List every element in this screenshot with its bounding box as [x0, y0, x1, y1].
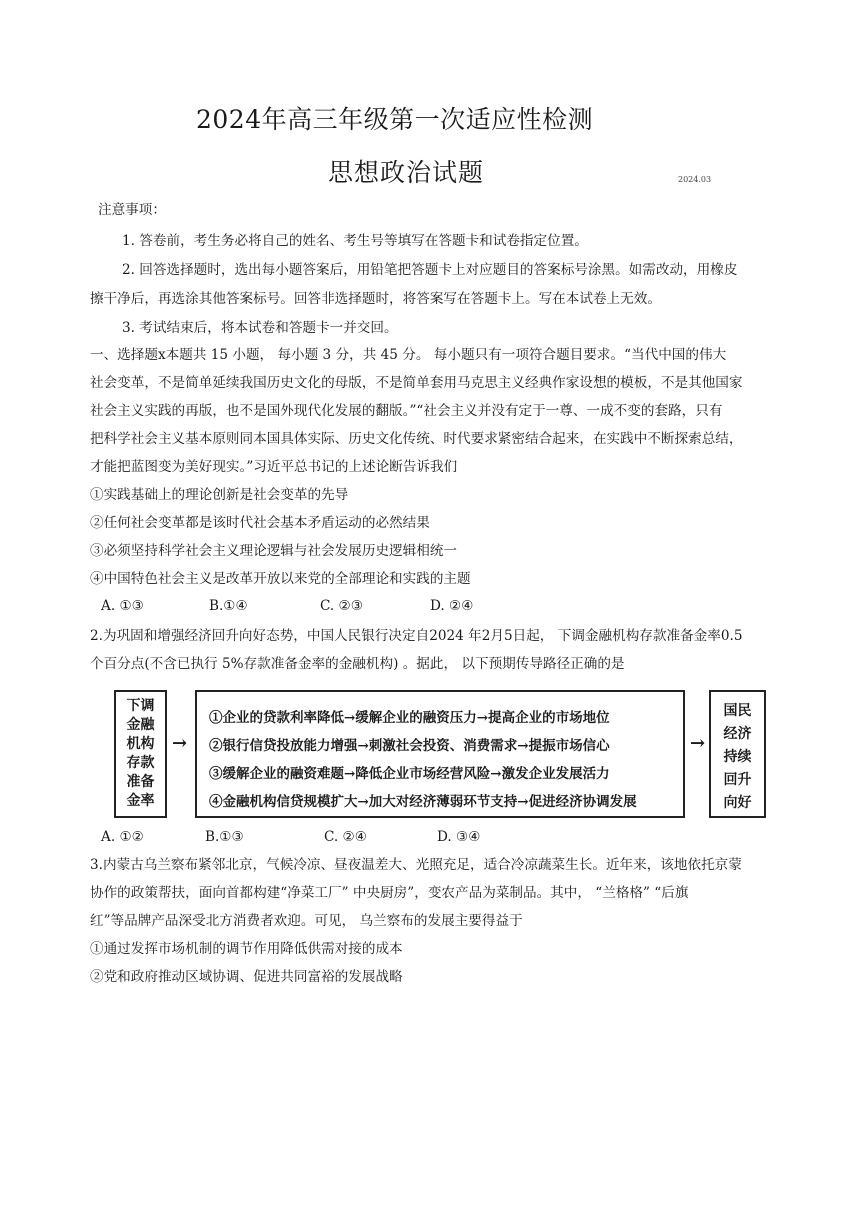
diagram-middle-box: [195, 690, 685, 818]
q1-option-b: B.①④: [209, 598, 248, 614]
q2-option-b: B.①③: [205, 829, 244, 845]
q1-line-2: 社会变革，不是简单延续我国历史文化的母版，不是简单套用马克思主义经典作家设想的模板，不是其他国家: [90, 375, 743, 391]
diagram-left-text-2: 金融: [126, 717, 155, 733]
q2-line-1: 2.为巩固和增强经济回升向好态势，中国人民银行决定自2024 年2月5日起， 下调金融机构存款准备金率0.5: [90, 628, 743, 644]
exam-title: 2024年高三年级第一次适应性检测: [196, 105, 594, 134]
diagram-left-text-1: 下调: [126, 698, 155, 714]
diagram-right-text-2: 经济: [723, 726, 752, 742]
diagram-right-box: [709, 690, 766, 818]
q1-option-a: A. ①③: [101, 598, 144, 614]
diagram-path-2: ②银行信贷投放能力增强→刺激社会投资、消费需求→提振市场信心: [209, 738, 610, 754]
q1-option-c: C. ②③: [320, 598, 363, 614]
q2-line-2: 个百分点(不含已执行 5%存款准备金率的金融机构) 。据此， 以下预期传导路径正确的是: [90, 656, 625, 672]
diagram-left-box: [114, 690, 167, 818]
q1-statement-4: ④中国特色社会主义是改革开放以来党的全部理论和实践的主题: [90, 571, 471, 587]
notice-item-1: 1. 答卷前，考生务必将自己的姓名、考生号等填写在答题卡和试卷指定位置。: [122, 233, 588, 249]
diagram-left-text-4: 存款: [126, 755, 155, 771]
q1-line-1: 一、选择题x本题共 15 小题， 每小题 3 分，共 45 分。 每小题只有一项符合题目要求。“当代中国的伟大: [90, 347, 727, 363]
arrow-right-icon: →: [690, 733, 706, 754]
notice-item-2-line-1: 2. 回答选择题时，选出每小题答案后，用铅笔把答题卡上对应题目的答案标号涂黑。如需改动，用橡皮: [122, 262, 738, 278]
diagram-path-3: ③缓解企业的融资难题→降低企业市场经营风险→激发企业发展活力: [209, 766, 610, 782]
diagram-left-text-3: 机构: [126, 736, 155, 752]
exam-subject: 思想政治试题: [328, 158, 485, 187]
q1-statement-3: ③必须坚持科学社会主义理论逻辑与社会发展历史逻辑相统一: [90, 543, 458, 559]
diagram-left-text-5: 准备: [126, 774, 155, 790]
q2-option-c: C. ②④: [324, 829, 367, 845]
notice-heading: 注意事项：: [98, 202, 166, 218]
q3-line-1: 3.内蒙古乌兰察布紧邻北京，气候冷凉、昼夜温差大、光照充足，适合冷凉蔬菜生长。近年来，该地依托京蒙: [90, 857, 742, 873]
diagram-path-4: ④金融机构信贷规模扩大→加大对经济薄弱环节支持→促进经济协调发展: [209, 794, 637, 810]
q1-statement-2: ②任何社会变革都是该时代社会基本矛盾运动的必然结果: [90, 515, 430, 531]
notice-item-3: 3. 考试结束后，将本试卷和答题卡一并交回。: [122, 320, 398, 336]
diagram-left-text-6: 金率: [126, 793, 155, 809]
q1-line-5: 才能把蓝图变为美好现实。”习近平总书记的上述论断告诉我们: [90, 459, 458, 475]
q1-line-3: 社会主义实践的再版，也不是国外现代化发展的翻版。”“社会主义并没有定于一尊、一成不变的套路，只有: [90, 403, 723, 419]
q3-statement-1: ①通过发挥市场机制的调节作用降低供需对接的成本: [90, 941, 403, 957]
q3-line-2: 协作的政策帮扶，面向首都构建“净菜工厂” 中央厨房”，变农产品为菜制品。其中， “兰格格” “后旗: [90, 885, 689, 901]
q2-option-a: A. ①②: [101, 829, 144, 845]
q1-line-4: 把科学社会主义基本原则同本国具体实际、历史文化传统、时代要求紧密结合起来，在实践中不断探索总结，: [90, 431, 743, 447]
diagram-right-text-1: 国民: [723, 703, 752, 719]
exam-date: 2024.03: [678, 175, 712, 184]
q3-statement-2: ②党和政府推动区域协调、促进共同富裕的发展战略: [90, 969, 403, 985]
q1-option-d: D. ②④: [430, 598, 474, 614]
diagram-right-text-4: 回升: [723, 772, 752, 788]
notice-item-2-line-2: 擦干净后，再选涂其他答案标号。回答非选择题时，将答案写在答题卡上。写在本试卷上无效。: [90, 291, 661, 307]
diagram-right-text-5: 向好: [723, 795, 752, 811]
arrow-right-icon: →: [172, 733, 188, 754]
diagram-path-1: ①企业的贷款利率降低→缓解企业的融资压力→提高企业的市场地位: [209, 710, 610, 726]
q3-line-3: 红”等品牌产品深受北方消费者欢迎。可见， 乌兰察布的发展主要得益于: [90, 913, 523, 929]
diagram-right-text-3: 持续: [723, 749, 752, 765]
q1-statement-1: ①实践基础上的理论创新是社会变革的先导: [90, 487, 349, 503]
q2-option-d: D. ③④: [437, 829, 481, 845]
